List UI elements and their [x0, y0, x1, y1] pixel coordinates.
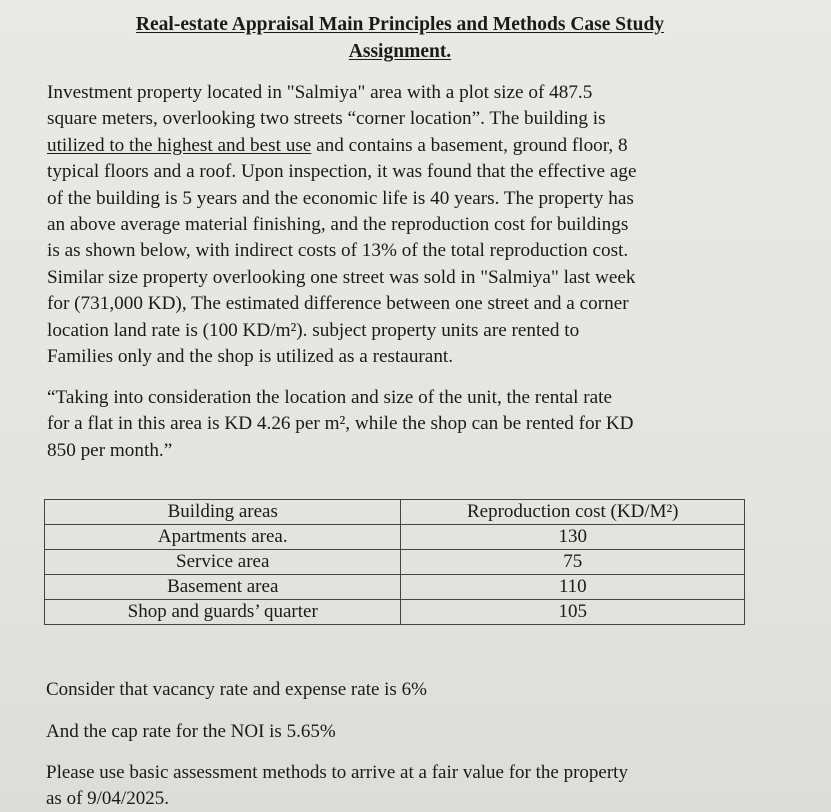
reproduction-cost-table: [44, 499, 745, 625]
paragraph-line: “Taking into consideration the location and size of the unit, the rental rate: [47, 387, 613, 408]
instruction-line: as of 9/04/2025.: [46, 788, 169, 809]
header-building-areas: Building areas: [45, 500, 401, 525]
table-cell-cost: 75: [401, 550, 745, 575]
paragraph-line: [47, 133, 807, 159]
paragraph-line: square meters, overlooking two streets “corner location”. The building is: [47, 108, 606, 130]
paragraph-line: is as shown below, with indirect costs of 13% of the total reproduction cost.: [47, 240, 629, 262]
paragraph-line: 850 per month.”: [47, 439, 173, 461]
table-row: [45, 550, 745, 575]
paragraph-line-text: and contains a basement, ground floor, 8: [316, 134, 628, 156]
paragraph-line: location land rate is (100 KD/m²). subject property units are rented to: [47, 319, 580, 341]
table-cell-area: Shop and guards’ quarter: [45, 600, 401, 625]
table-row: [45, 600, 745, 625]
paragraph-line: typical floors and a roof. Upon inspection, it was found that the effective age: [47, 161, 637, 183]
paragraph-line: for (731,000 KD), The estimated difference between one street and a corner: [47, 293, 629, 315]
paragraph-line: Families only and the shop is utilized as a restaurant.: [47, 346, 454, 368]
paragraph-line: for a flat in this area is KD 4.26 per m², while the shop can be rented for KD: [47, 413, 634, 435]
paragraph-line: of the building is 5 years and the economic life is 40 years. The property has: [47, 187, 634, 209]
table-cell-cost: 130: [401, 525, 745, 550]
rental-rate-quote: [47, 385, 807, 464]
table-cell-area: Apartments area.: [45, 525, 401, 550]
document-title-continued: Assignment.: [348, 41, 452, 62]
table-cell-cost: 105: [401, 600, 745, 625]
table-row: [45, 575, 745, 600]
instruction-line: Please use basic assessment methods to arrive at a fair value for the property: [46, 762, 628, 783]
document-title: Real-estate Appraisal Main Principles and Methods Case Study: [135, 14, 665, 35]
header-reproduction-cost: Reproduction cost (KD/M²): [401, 500, 745, 525]
vacancy-expense-note: Consider that vacancy rate and expense rate is 6%: [46, 679, 427, 700]
highest-best-use-phrase: utilized to the highest and best use: [47, 134, 312, 156]
cap-rate-note: And the cap rate for the NOI is 5.65%: [46, 721, 336, 742]
table-header-row: [45, 500, 745, 525]
case-description-paragraph: [47, 80, 807, 370]
instruction-note: [46, 760, 628, 812]
paragraph-line: Similar size property overlooking one street was sold in "Salmiya" last week: [47, 266, 636, 288]
paragraph-line: Investment property located in "Salmiya" area with a plot size of 487.5: [47, 82, 593, 103]
paragraph-line: an above average material finishing, and the reproduction cost for buildings: [47, 214, 629, 236]
table-row: [45, 525, 745, 550]
table-cell-cost: 110: [401, 575, 745, 600]
table-cell-area: Basement area: [45, 575, 401, 600]
table-cell-area: Service area: [45, 550, 401, 575]
